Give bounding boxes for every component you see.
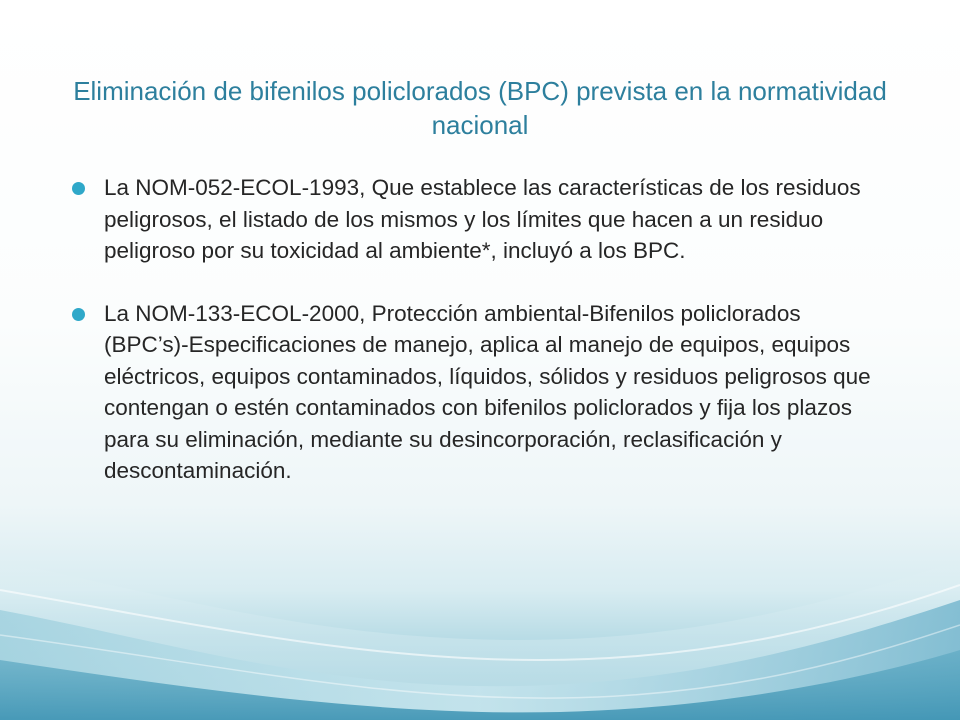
bullet-dot-icon <box>72 308 85 321</box>
bullet-list <box>72 172 882 518</box>
bullet-text: La NOM-133-ECOL-2000, Protección ambiental-Bifenilos policlorados (BPC’s)-Especificaciones de manejo, aplica al manejo de equipos, equipos eléctricos, equipos contaminados, líquidos, sólidos y residuos peligrosos que contengan o estén contaminados con bifenilos policlorados y fija los plazos para su eliminación, mediante su desincorporación, reclasificación y descontaminación. <box>104 300 871 483</box>
bullet-item <box>72 298 882 487</box>
bullet-text: La NOM-052-ECOL-1993, Que establece las características de los residuos peligrosos, el listado de los mismos y los límites que hacen a un residuo peligroso por su toxicidad al ambiente*, incluyó a los BPC. <box>104 175 861 263</box>
bullet-dot-icon <box>72 182 85 195</box>
bullet-item <box>72 172 882 267</box>
slide-title: Eliminación de bifenilos policlorados (BPC) prevista en la normatividad nacional <box>73 76 887 140</box>
